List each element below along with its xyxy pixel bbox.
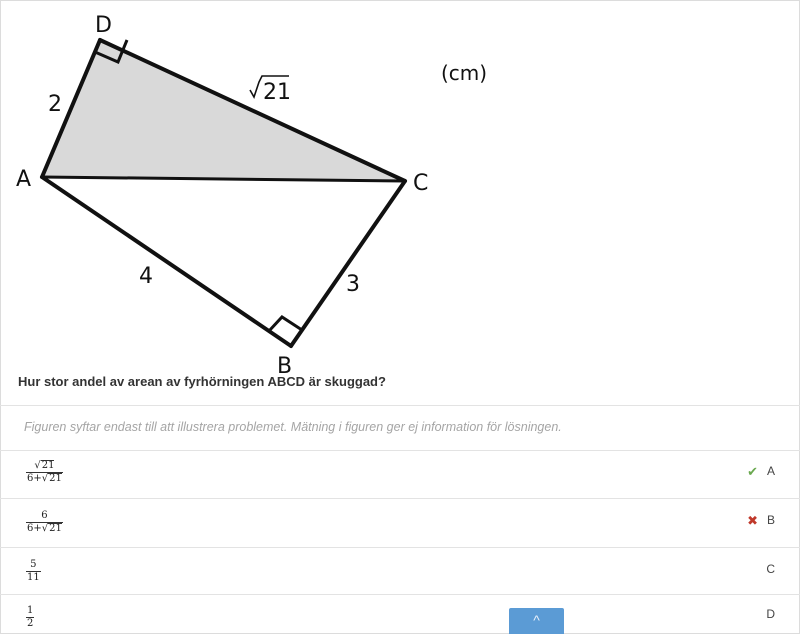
cross-icon: ✖	[747, 513, 758, 528]
option-c-fraction	[26, 559, 41, 584]
option-b-numerator: 6	[41, 510, 48, 521]
check-icon: ✔	[747, 464, 758, 479]
scroll-up-button[interactable]	[509, 608, 564, 634]
side-ab	[42, 177, 291, 346]
answer-option-c[interactable]	[0, 548, 800, 595]
vertex-label-b: B	[277, 354, 293, 375]
side-label-ab: 4	[139, 264, 153, 289]
option-a-fraction	[26, 460, 63, 485]
option-a-denominator-text: 6+	[27, 473, 42, 484]
option-d-letter: D	[766, 607, 775, 621]
right-angle-mark-b	[269, 317, 302, 331]
option-a-numerator: √21	[34, 460, 55, 471]
option-b-letter: B	[766, 513, 775, 527]
option-a-denominator-radicand: 21	[49, 473, 62, 484]
option-a-denominator: 6+√21	[27, 473, 62, 484]
side-bc	[291, 181, 405, 346]
answer-option-a[interactable]	[0, 450, 800, 499]
vertex-label-a: A	[16, 167, 32, 192]
chevron-up-icon: ^	[533, 612, 540, 628]
vertex-label-d: D	[95, 13, 112, 38]
figure-disclaimer: Figuren syftar endast till att illustrera problemet. Mätning i figuren ger ej information för lösningen.	[24, 420, 562, 434]
option-d-denominator: 2	[27, 618, 34, 629]
vertex-label-c: C	[413, 171, 429, 196]
side-label-bc: 3	[346, 272, 360, 297]
option-c-denominator: 11	[27, 572, 40, 583]
unit-label: (cm)	[441, 61, 488, 85]
side-label-ad: 2	[48, 92, 62, 117]
option-c-letter: C	[766, 562, 775, 576]
option-b-denominator-text: 6+	[27, 523, 42, 534]
side-label-dc-value: 21	[263, 80, 291, 105]
option-b-fraction	[26, 510, 63, 535]
answer-option-d[interactable]	[0, 595, 800, 634]
option-d-numerator: 1	[27, 605, 34, 616]
option-a-numerator-radicand: 21	[41, 460, 55, 471]
option-b-denominator: 6+√21	[27, 523, 62, 534]
question-text: Hur stor andel av arean av fyrhörningen ABCD är skuggad?	[18, 374, 386, 389]
option-d-fraction	[26, 605, 34, 630]
side-label-dc	[250, 76, 291, 105]
option-a-letter: A	[766, 464, 775, 478]
option-b-denominator-radicand: 21	[49, 523, 62, 534]
option-c-numerator: 5	[30, 559, 37, 570]
shaded-triangle-adc	[42, 40, 405, 181]
answer-option-b[interactable]	[0, 499, 800, 548]
note-row	[0, 405, 800, 451]
